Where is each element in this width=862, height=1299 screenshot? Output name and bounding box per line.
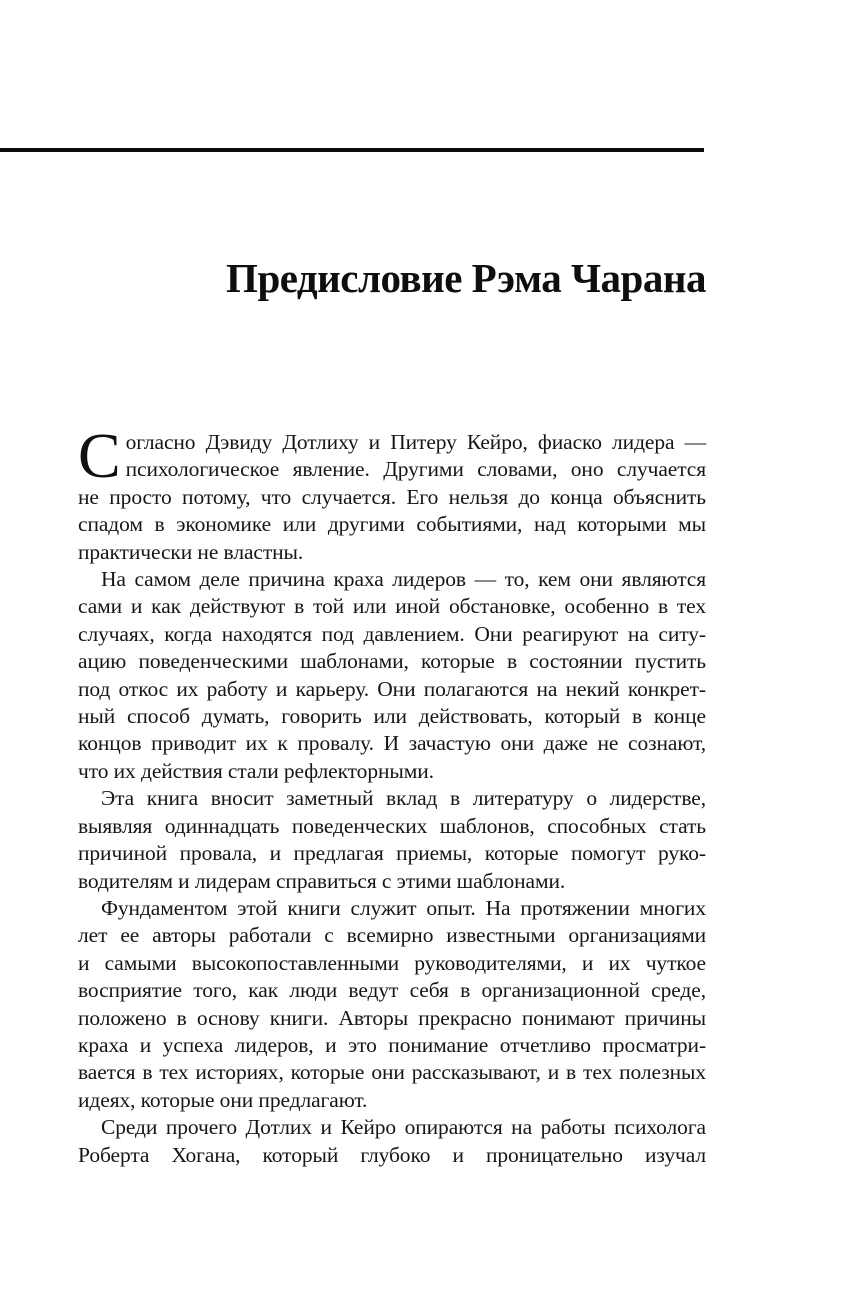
paragraph: [78, 785, 706, 895]
drop-cap: С: [78, 420, 121, 491]
text-line: концов приводит их к провалу. И зачастую они даже не сознают,: [78, 731, 706, 756]
text-line: выявляя одиннадцать поведенческих шаблонов, способных стать: [78, 813, 706, 838]
text-line: Роберта Хогана, который глубоко и проницательно изучал: [78, 1142, 706, 1167]
text-line: и самыми высокопоставленными руководителями, и их чуткое: [78, 950, 706, 975]
text-line: причиной провала, и предлагая приемы, которые помогут руко-: [78, 841, 706, 866]
paragraph: [78, 420, 706, 566]
text-line: ный способ думать, говорить или действовать, который в конце: [78, 704, 706, 729]
text-line: лет ее авторы работали с всемирно известными организациями: [78, 923, 706, 948]
paragraph: [78, 895, 706, 1114]
text-line: случаях, когда находятся под давлением. Они реагируют на ситу-: [78, 621, 706, 646]
text-line: ацию поведенческими шаблонами, которые в состоянии пустить: [78, 649, 706, 674]
paragraph: [78, 566, 706, 785]
paragraph: [78, 1114, 706, 1169]
text-line: идеях, которые они предлагают.: [78, 1087, 368, 1112]
text-line: Среди прочего Дотлих и Кейро опираются на работы психолога: [101, 1115, 706, 1140]
text-line: не просто потому, что случается. Его нельзя до конца объяснить: [78, 484, 706, 509]
chapter-divider-rule: [0, 148, 704, 152]
text-line: практически не властны.: [78, 539, 304, 564]
text-line: вается в тех историях, которые они рассказывают, и в тех полезных: [78, 1060, 706, 1085]
text-line: спадом в экономике или другими событиями, над которыми мы: [78, 512, 706, 537]
text-line: психологическое явление. Другими словами, оно случается: [125, 457, 706, 482]
text-line: положено в основу книги. Авторы прекрасно понимают причины: [78, 1005, 706, 1030]
text-line: что их действия стали рефлекторными.: [78, 758, 434, 783]
body-text: [78, 420, 706, 1169]
text-line: На самом деле причина краха лидеров — то, кем они являются: [101, 567, 706, 592]
text-line: огласно Дэвиду Дотлиху и Питеру Кейро, фиаско лидера —: [125, 430, 706, 454]
text-line: Фундаментом этой книги служит опыт. На протяжении многих: [101, 895, 706, 920]
text-line: под откос их работу и карьеру. Они полагаются на некий конкрет-: [78, 676, 706, 701]
text-line: Эта книга вносит заметный вклад в литературу о лидерстве,: [101, 786, 706, 811]
text-line: водителям и лидерам справиться с этими шаблонами.: [78, 868, 566, 893]
text-line: краха и успеха лидеров, и это понимание отчетливо просматри-: [78, 1032, 706, 1057]
text-line: сами и как действуют в той или иной обстановке, особенно в тех: [78, 594, 706, 619]
text-line: восприятие того, как люди ведут себя в организационной среде,: [78, 978, 706, 1003]
chapter-title: Предисловие Рэма Чарана: [226, 255, 706, 301]
